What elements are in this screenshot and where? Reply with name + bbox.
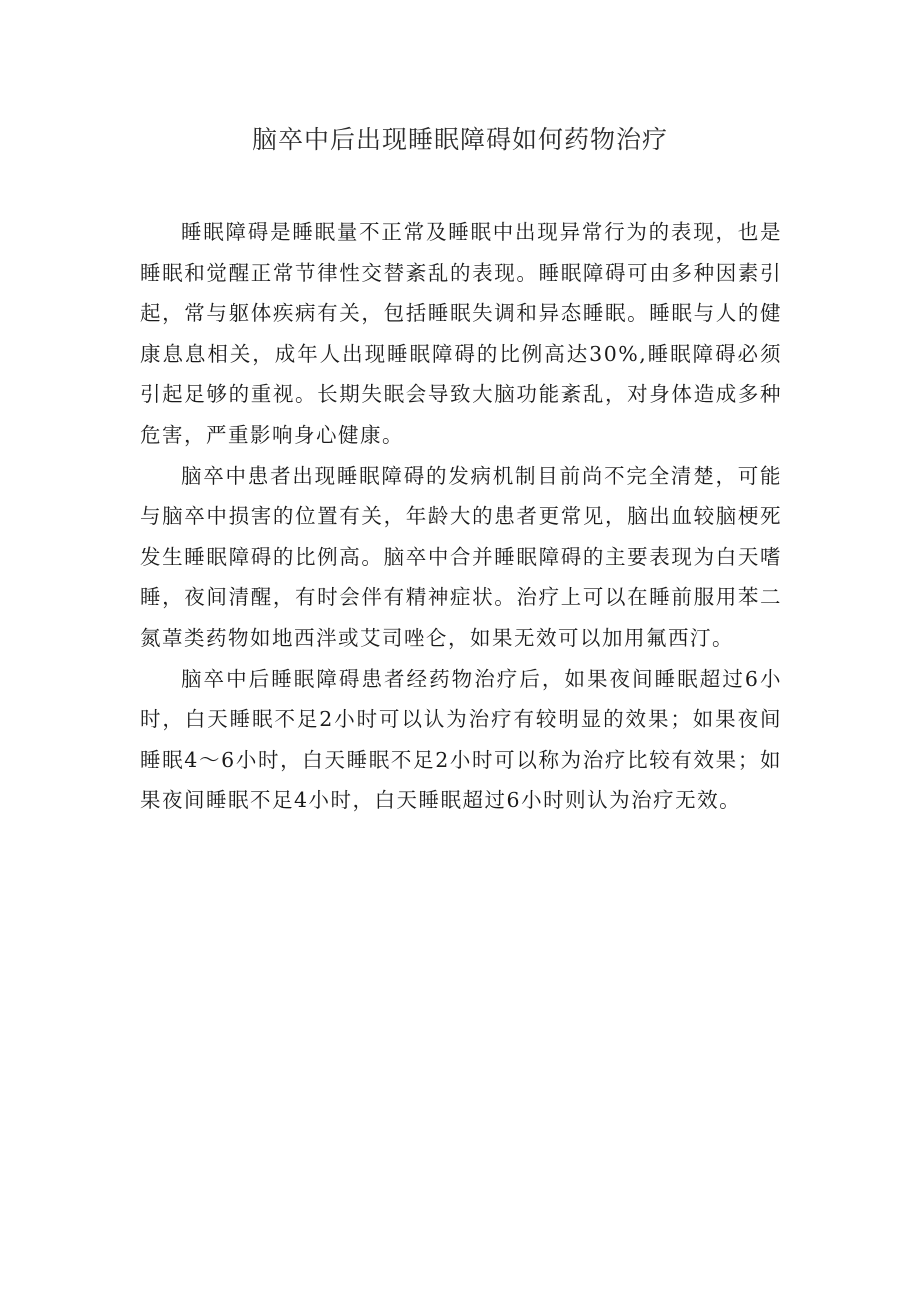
paragraph-stroke-sleep-mechanism: 脑卒中患者出现睡眠障碍的发病机制目前尚不完全清楚，可能与脑卒中损害的位置有关，年龄大的患者更常见，脑出血较脑梗死发生睡眠障碍的比例高。脑卒中合并睡眠障碍的主要表现为白天嗜睡，夜间清醒，有时会伴有精神症状。治疗上可以在睡前服用苯二氮䓬类药物如地西泮或艾司唑仑，如果无效可以加用氟西汀。 (140, 463, 782, 650)
document-body (140, 212, 782, 821)
paragraph-treatment-evaluation: 脑卒中后睡眠障碍患者经药物治疗后，如果夜间睡眠超过6小时，白天睡眠不足2小时可以认为治疗有较明显的效果；如果夜间睡眠4～6小时，白天睡眠不足2小时可以称为治疗比较有效果；如果夜间睡眠不足4小时，白天睡眠超过6小时则认为治疗无效。 (140, 666, 782, 813)
paragraph-sleep-disorder-definition: 睡眠障碍是睡眠量不正常及睡眠中出现异常行为的表现，也是睡眠和觉醒正常节律性交替紊乱的表现。睡眠障碍可由多种因素引起，常与躯体疾病有关，包括睡眠失调和异态睡眠。睡眠与人的健康息息相关，成年人出现睡眠障碍的比例高达30%,睡眠障碍必须引起足够的重视。长期失眠会导致大脑功能紊乱，对身体造成多种危害，严重影响身心健康。 (140, 220, 782, 447)
document-title: 脑卒中后出现睡眠障碍如何药物治疗 (251, 125, 668, 154)
